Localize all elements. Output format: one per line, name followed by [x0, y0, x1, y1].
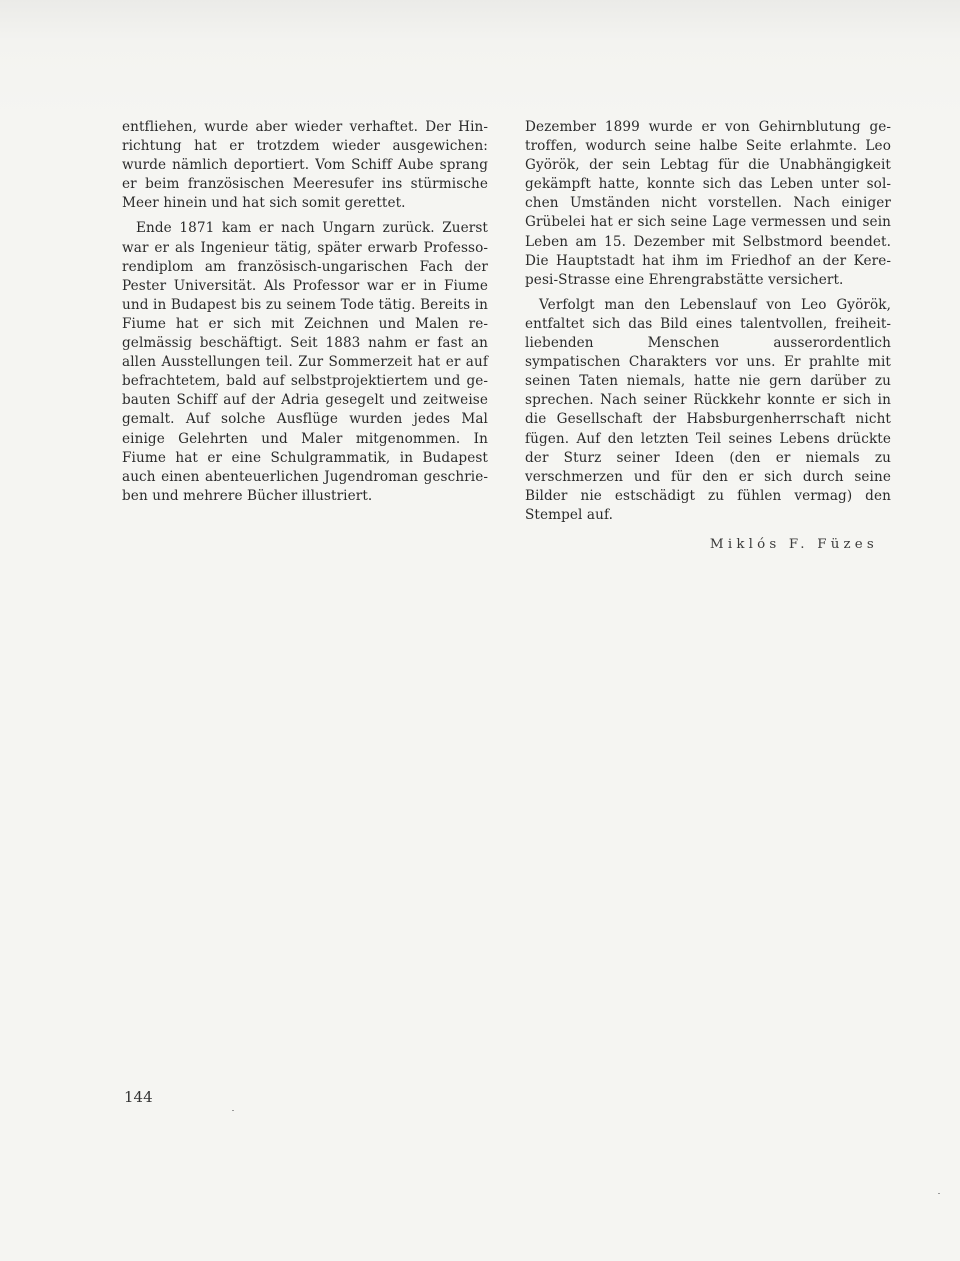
- author-signature: Miklós F. Füzes: [709, 537, 878, 552]
- left-paragraph-2: Ende 1871 kam er nach Ungarn zurück. Zuerst war er als Ingenieur tätig, später erwarb Professorendiplom am französisch-ungarischen Fach der Pester Universität. Als Professor war er in Fiume und in Budapest bis zu seinem Tode tätig. Bereits in Fiume hat er sich mit Zeichnen und Malen regelmässig beschäftigt. Seit 1883 nahm er fast an allen Ausstellungen teil. Zur Sommerzeit hat er auf befrachtetem, bald auf selbstprojektiertem und gebauten Schiff auf der Adria gesegelt und zeitweise gemalt. Auf solche Ausflüge wurden jedes Mal einige Gelehrten und Maler mitgenommen. In Fiume hat er eine Schulgrammatik, in Budapest auch einen abenteuerlichen Jugendroman geschrieben und mehrere Bücher illustriert.: [122, 220, 488, 504]
- right-paragraph-1: Dezember 1899 wurde er von Gehirnblutung getroffen, wodurch seine halbe Seite erlahmte. Leo Györök, der sein Lebtag für die Unabhängigkeit gekämpft hatte, konnte sich das Leben unter solchen Umständen nicht vorstellen. Nach einiger Grübelei hat er sich seine Lage vermessen und sein Leben am 15. Dezember mit Selbstmord beendet. Die Hauptstadt hat ihm im Friedhof an der Kerepesi-Strasse eine Ehrengrabstätte versichert.: [525, 119, 891, 288]
- page-number: 144: [124, 1088, 153, 1106]
- left-paragraph-1: entfliehen, wurde aber wieder verhaftet. Der Hinrichtung hat er trotzdem wieder ausgewichen: wurde nämlich deportiert. Vom Schiff Aube sprang er beim französischen Meeresufer ins stürmische Meer hinein und hat sich somit gerettet.: [122, 119, 488, 212]
- scan-speck: [232, 1110, 234, 1111]
- right-paragraph-2: Verfolgt man den Lebenslauf von Leo Györök, entfaltet sich das Bild eines talentvollen, freiheitliebenden Menschen ausserordentlich sympatischen Charakters vor uns. Er prahlte mit seinen Taten niemals, hatte nie gern darüber zu sprechen. Nach seiner Rückkehr konnte er sich in die Gesellschaft der Habsburgenherrschaft nicht fügen. Auf den letzten Teil seines Lebens drückte der Sturz seiner Ideen (den er niemals zu verschmerzen und für den er sich durch seine Bilder nie estschädigt zu fühlen vermag) den Stempel auf.: [525, 296, 891, 523]
- left-text-column: [122, 118, 488, 512]
- right-text-column: [525, 118, 891, 531]
- scan-speck: [938, 1193, 940, 1194]
